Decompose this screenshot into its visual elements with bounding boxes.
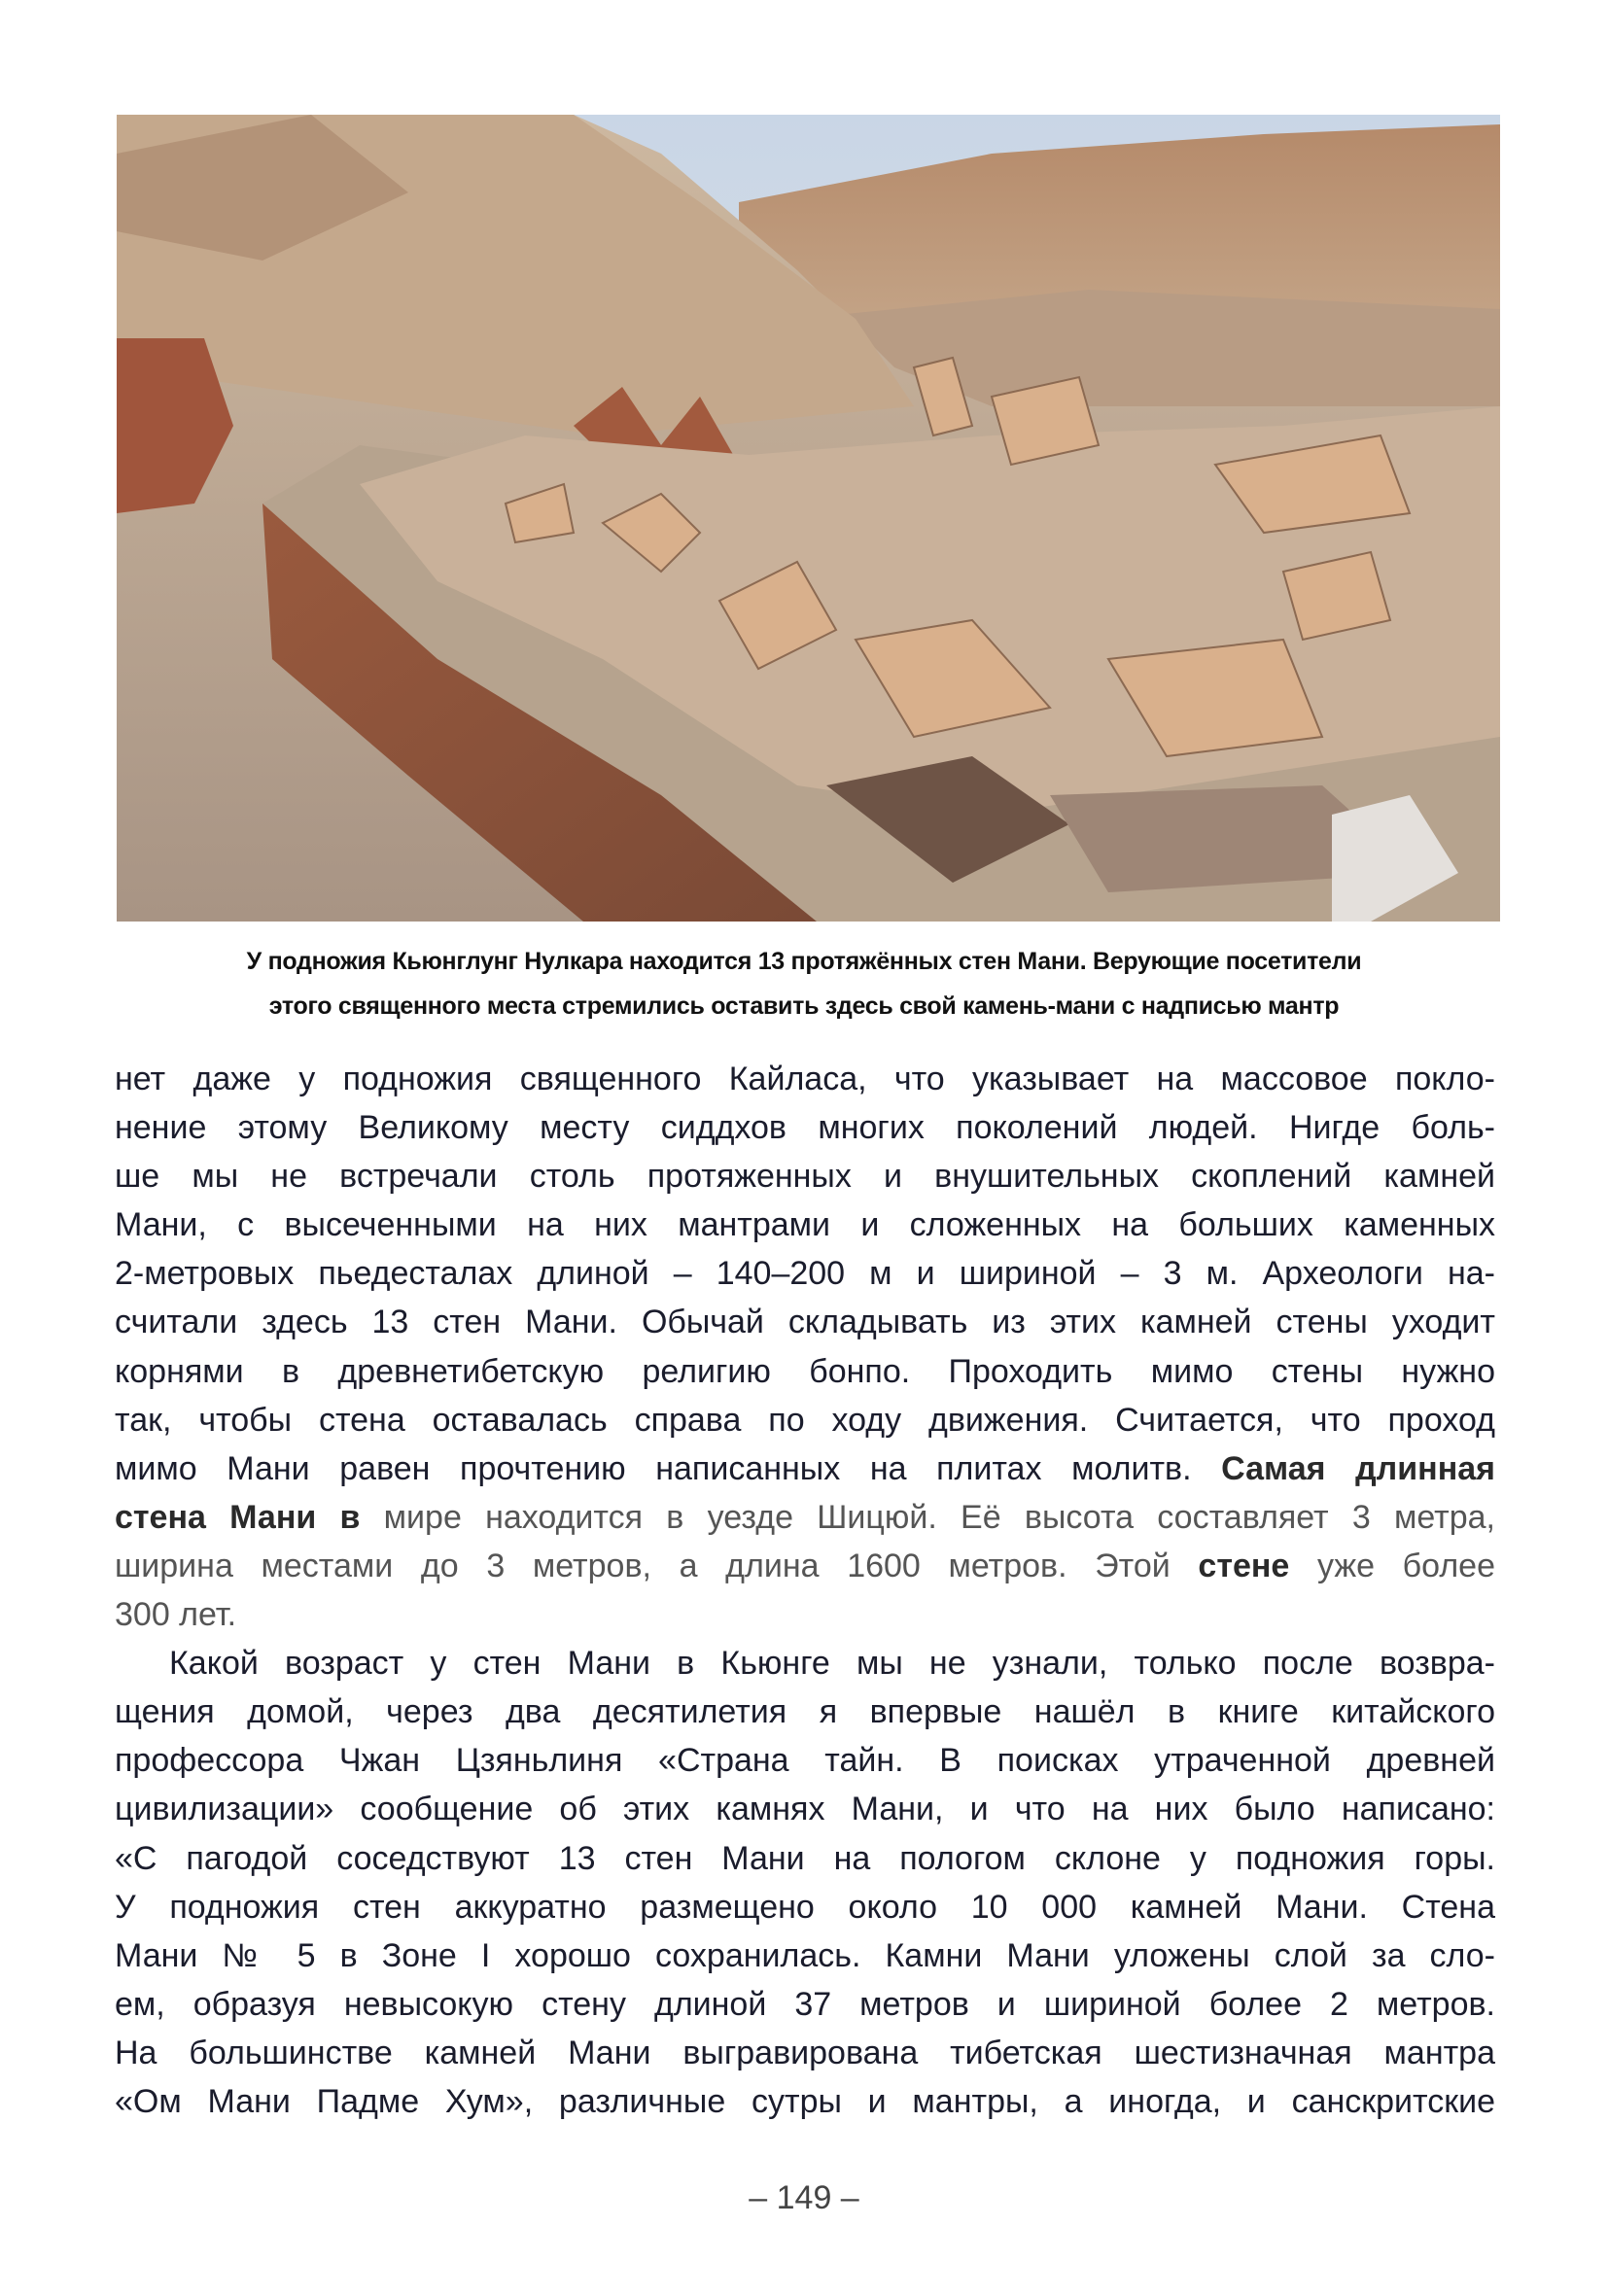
text-segment: «С пагодой соседствуют 13 стен Мани на пологом склоне у подножия горы. (115, 1839, 1495, 1877)
text-segment: профессора Чжан Цзяньлиня «Страна тайн. В поисках утраченной древней (115, 1742, 1495, 1780)
text-segment: Какой возраст у стен Мани в Кьюнге мы не узнали, только после возвра- (169, 1645, 1495, 1683)
photo-caption-line: У подножия Кьюнглунг Нулкара находится 13 протяжённых стен Мани. Верующие посетители (246, 948, 1362, 975)
text-line (115, 1785, 1495, 1833)
bold-text: стена Мани в (115, 1498, 361, 1536)
text-segment: так, чтобы стена оставалась справа по ходу движения. Считается, что проход (115, 1401, 1495, 1439)
text-segment: нет даже у подножия священного Кайласа, что указывает на массовое покло- (115, 1061, 1495, 1097)
text-line (115, 1396, 1495, 1444)
text-segment: На большинстве камней Мани выгравирована тибетская шестизначная мантра (115, 2034, 1495, 2071)
text-line (115, 1152, 1495, 1200)
text-segment: У подножия стен аккуратно размещено около 10 000 камней Мани. Стена (115, 1888, 1495, 1926)
text-line (115, 1883, 1495, 1931)
text-line (115, 1249, 1495, 1298)
photo-caption-line: этого священного места стремились оставить здесь свой камень-мани с надписью мантр (268, 992, 1340, 1020)
text-segment: мире находится в уезде Шицюй. Её высота составляет 3 метра, (360, 1498, 1495, 1536)
text-line (115, 1736, 1495, 1785)
text-segment: ширина местами до 3 метров, а длина 1600 метров. Этой (115, 1547, 1199, 1584)
text-segment: уже более (1289, 1547, 1495, 1584)
text-segment: «Ом Мани Падме Хум», различные сутры и мантры, а иногда, и санскритские (115, 2082, 1495, 2120)
text-segment: корнями в древнетибетскую религию бонпо. Проходить мимо стены нужно (115, 1352, 1495, 1390)
text-line (115, 1639, 1495, 1687)
text-segment: 2-метровых пьедесталах длиной – 140–200 м и шириной – 3 м. Археологи на- (115, 1255, 1495, 1293)
text-line (115, 1055, 1495, 1103)
body-text (115, 1055, 1495, 2126)
text-segment: мимо Мани равен прочтению написанных на плитах молитв. (115, 1449, 1222, 1487)
text-segment: ше мы не встречали столь протяженных и внушительных скоплений камней (115, 1158, 1495, 1196)
text-line (115, 1200, 1495, 1249)
text-line (115, 1103, 1495, 1152)
text-segment: Мани, с высеченными на них мантрами и сложенных на больших каменных (115, 1206, 1495, 1244)
text-segment: нение этому Великому месту сиддхов многих поколений людей. Нигде боль- (115, 1109, 1495, 1147)
bold-text: стене (1198, 1547, 1290, 1584)
text-line (115, 1347, 1495, 1396)
text-segment: цивилизации» сообщение об этих камнях Мани, и что на них было написано: (115, 1791, 1495, 1828)
text-line (115, 1980, 1495, 2029)
mani-wall-photo (117, 115, 1500, 922)
text-segment: считали здесь 13 стен Мани. Обычай складывать из этих камней стены уходит (115, 1304, 1495, 1341)
text-line (115, 1493, 1495, 1542)
text-segment: ем, образуя невысокую стену длиной 37 метров и шириной более 2 метров. (115, 1985, 1495, 2023)
text-line (115, 2077, 1495, 2126)
text-segment: 300 лет. (115, 1596, 237, 1634)
text-segment: Мани № 5 в Зоне I хорошо сохранилась. Камни Мани уложены слой за сло- (115, 1936, 1495, 1974)
bold-text: Самая длинная (1221, 1449, 1495, 1487)
text-segment: щения домой, через два десятилетия я впервые нашёл в книге китайского (115, 1693, 1495, 1731)
text-line (115, 1590, 1495, 1639)
text-line (115, 1542, 1495, 1590)
text-line (115, 1687, 1495, 1736)
text-line (115, 1931, 1495, 1980)
text-line (115, 1298, 1495, 1346)
text-line (115, 2029, 1495, 2077)
text-line (115, 1444, 1495, 1493)
page-number: – 149 – (749, 2179, 859, 2216)
text-line (115, 1834, 1495, 1883)
